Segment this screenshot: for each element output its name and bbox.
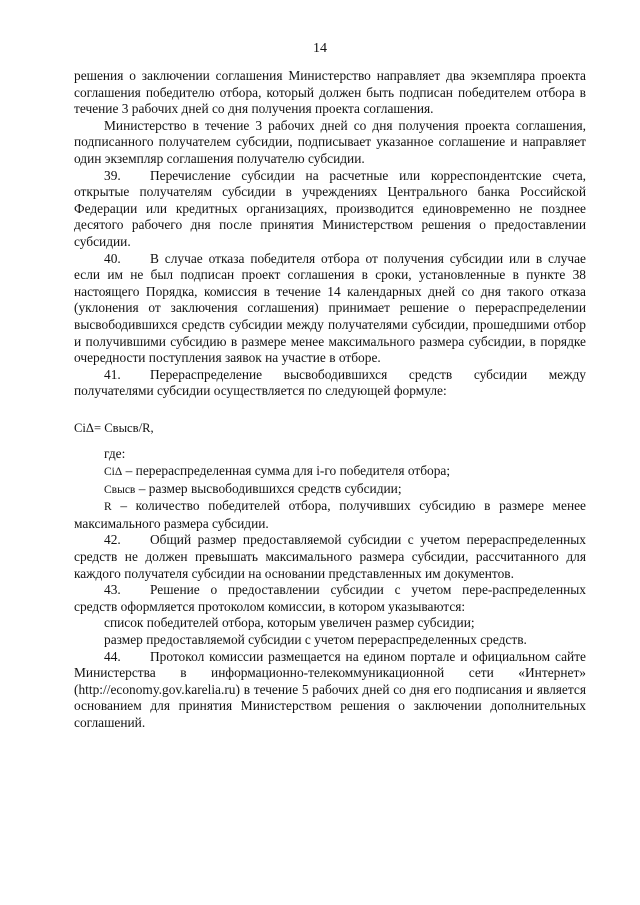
paragraph-continuation (74, 68, 586, 118)
paragraph-text: В случае отказа победителя отбора от получения субсидии или в случае если им не был подписан проект соглашения в сроки, установленные в пункте 38 настоящего Порядка, комиссия в течение 14 календарных дней со дня такого отказа (уклонения от заключения соглашения) принимает решение о перераспределении высвободившихся средств субсидии между получателями субсидии, прошедшими отбор и получившими субсидию в размере менее максимального размера субсидии, в порядке очередности поступления заявок на участие в отборе. (74, 250, 586, 366)
formula-definition-ci (74, 463, 586, 481)
paragraph-text: Протокол комиссии размещается на едином портале и официальном сайте Министерства в информационно-телекоммуникационной сети «Интернет» (http://economy.gov.karelia.ru) в течение 5 рабочих дней со дня его подписания и является основанием для принятия Министерством решения о заключении дополнительных соглашений. (74, 648, 586, 730)
paragraph-text: Перераспределение высвободившихся средств субсидии между получателями субсидии осуществляется по следующей формуле: (74, 366, 586, 399)
formula-symbol: Cвысв (104, 483, 136, 496)
list-item-winners: список победителей отбора, которым увеличен размер субсидии; (104, 615, 475, 631)
paragraph-text: Перечисление субсидии на расчетные или корреспондентские счета, открытые получателям субсидии в учреждениях Центрального банка Российской Федерации или кредитных организациях, производится единовременно не позднее десятого рабочего дня после принятия Министерством решения о предоставлении субсидии. (74, 167, 586, 249)
clause-number: 41. (104, 366, 121, 382)
document-body (74, 68, 586, 732)
formula-where-label: где: (104, 446, 126, 462)
formula-definition-r (74, 498, 586, 532)
paragraph-42 (74, 532, 586, 582)
clause-number: 44. (104, 648, 121, 664)
clause-number: 40. (104, 250, 121, 266)
clause-number: 42. (104, 532, 121, 548)
paragraph-text: Министерство в течение 3 рабочих дней со дня получения проекта соглашения, подписанного получателем субсидии, подписывает указанное соглашение и направляет один экземпляр соглашения получателю субсидии. (74, 117, 586, 166)
paragraph-text: Общий размер предоставляемой субсидии с учетом перераспределенных средств не должен превышать максимального размера субсидии, рассчитанного для каждого получателя субсидии на основании представленных им документов. (74, 532, 586, 581)
definition-text: – размер высвободившихся средств субсидии; (135, 480, 402, 496)
paragraph-40 (74, 251, 586, 367)
paragraph-text: решения о заключении соглашения Министерство направляет два экземпляра проекта соглашения победителю отбора, который должен быть подписан победителем отбора в течение 3 рабочих дней со дня получения проекта соглашения. (74, 68, 586, 117)
formula-symbol: CiΔ (104, 466, 123, 479)
paragraph-44 (74, 649, 586, 732)
paragraph-ministry-signing (74, 118, 586, 168)
formula-definition-cvysv (74, 481, 586, 499)
definition-text: – количество победителей отбора, получивших субсидию в размере менее максимального размера субсидии. (74, 498, 586, 531)
list-item-subsidy-size: размер предоставляемой субсидии с учетом перераспределенных средств. (104, 632, 527, 647)
page-number: 14 (313, 41, 327, 56)
clause-number: 39. (104, 167, 121, 183)
formula-symbol: R (104, 501, 112, 514)
paragraph-text: Решение о предоставлении субсидии с учетом пере-распределенных средств оформляется протоколом комиссии, в котором указываются: (74, 582, 586, 614)
definition-text: – перераспределенная сумма для i-го победителя отбора; (122, 463, 451, 479)
paragraph-41 (74, 367, 586, 400)
paragraph-43 (74, 582, 586, 615)
clause-number: 43. (104, 582, 121, 598)
paragraph-39 (74, 168, 586, 251)
formula: CiΔ= Cвысв/R, (74, 420, 154, 435)
